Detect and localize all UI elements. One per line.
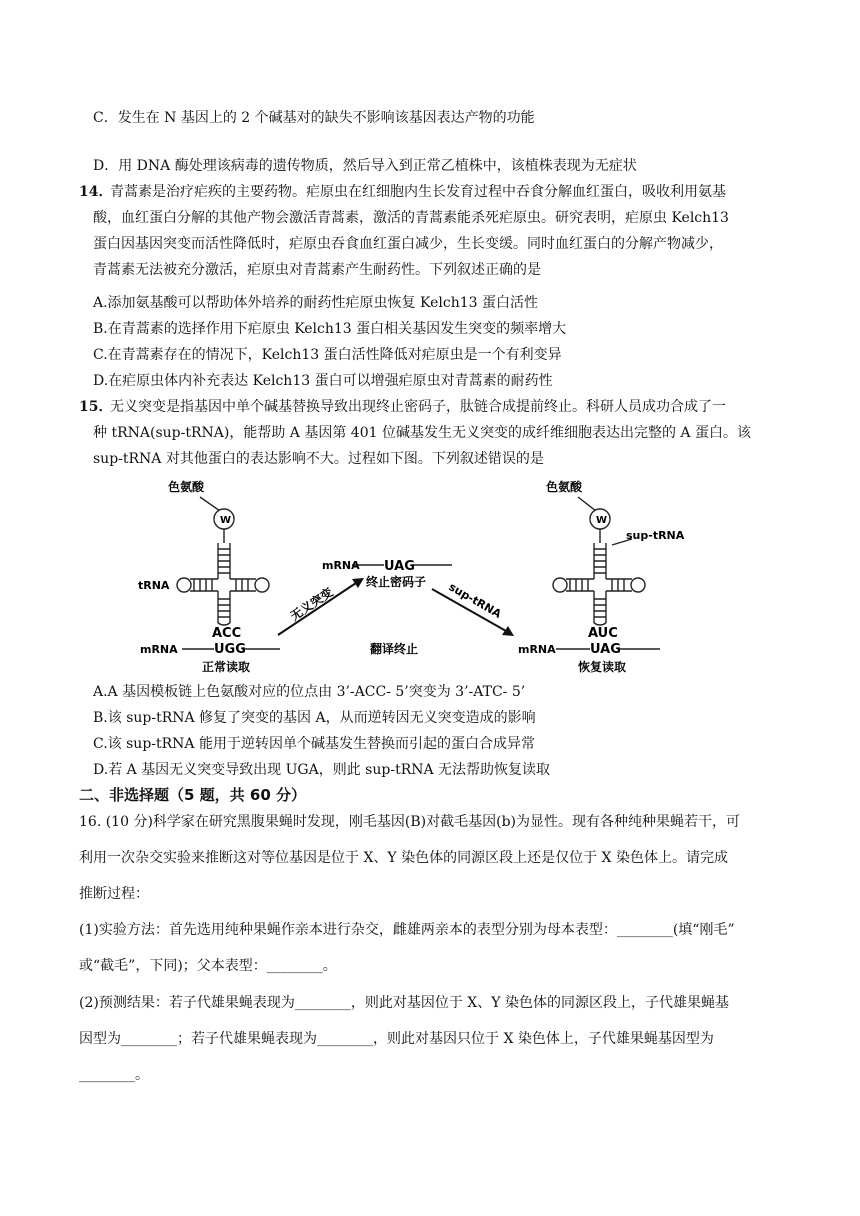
q16-line: 推断过程： xyxy=(79,886,149,902)
left-mrna-label: mRNA xyxy=(140,643,178,656)
q14-stem-line: 青蒿素无法被充分激活，疟原虫对青蒿素产生耐药性。下列叙述正确的是 xyxy=(93,262,541,278)
q14-option-a: A.添加氨基酸可以帮助体外培养的耐药性疟原虫恢复 Kelch13 蛋白活性 xyxy=(93,295,538,311)
q16-line: 16. (10 分)科学家在研究黑腹果蝇时发现，刚毛基因(B)对截毛基因(b)为显性。现有各种纯种果蝇若干，可 xyxy=(79,814,740,830)
q15-option-a: A.A 基因模板链上色氨酸对应的位点由 3’-ACC- 5’突变为 3’-ATC- 5’ xyxy=(93,684,526,700)
arrow2-label: sup-tRNA xyxy=(446,580,504,621)
arrow1-label: 无义突变 xyxy=(287,585,336,624)
q14-option-b: B.在青蒿素的选择作用下疟原虫 Kelch13 蛋白相关基因发生突变的频率增大 xyxy=(93,321,567,337)
q16-line: 因型为________；若子代雄果蝇表现为________，则此对基因只位于 X 染色体上，子代雄果蝇基因型为 xyxy=(79,1031,714,1047)
left-trna-label: tRNA xyxy=(138,579,170,592)
q15-stem-line: sup-tRNA 对其他蛋白的表达影响不大。过程如下图。下列叙述错误的是 xyxy=(93,451,544,467)
q15-option-b: B.该 sup-tRNA 修复了突变的基因 A，从而逆转因无义突变造成的影响 xyxy=(93,710,536,726)
q13-option-c: C．发生在 N 基因上的 2 个碱基对的缺失不影响该基因表达产物的功能 xyxy=(93,110,535,126)
q14-stem-line: 酸，血红蛋白分解的其他产物会激活青蒿素，激活的青蒿素能杀死疟原虫。研究表明，疟原虫 Kelch13 xyxy=(93,210,729,226)
left-caption: 正常读取 xyxy=(202,660,251,674)
left-w-label: W xyxy=(220,515,232,526)
middle-bottom-label: 翻译终止 xyxy=(370,642,419,656)
left-anticodon: ACC xyxy=(212,626,242,641)
q14-number: 14． xyxy=(79,184,113,200)
q15-option-c: C.该 sup-tRNA 能用于逆转因单个碱基发生替换而引起的蛋白合成异常 xyxy=(93,736,535,752)
right-w-label: W xyxy=(596,515,608,526)
q15-number: 15． xyxy=(79,399,113,415)
sup-trna-diagram xyxy=(120,475,720,675)
q15-stem-line: 种 tRNA(sup-tRNA)，能帮助 A 基因第 401 位碱基发生无义突变的成纤维细胞表达出完整的 A 蛋白。该 xyxy=(93,425,751,441)
left-codon: UGG xyxy=(214,642,246,657)
left-amino-acid-label: 色氨酸 xyxy=(168,480,205,494)
q16-line: (2)预测结果：若子代雄果蝇表现为________，则此对基因位于 X、Y 染色体的同源区段上，子代雄果蝇基 xyxy=(79,995,729,1011)
middle-codon: UAG xyxy=(384,559,415,574)
q16-line: (1)实验方法：首先选用纯种果蝇作亲本进行杂交，雌雄两亲本的表型分别为母本表型：________(填“刚毛” xyxy=(79,922,735,938)
q16-line: 或“截毛”，下同)；父本表型：________。 xyxy=(79,958,337,974)
middle-caption: 终止密码子 xyxy=(366,575,427,589)
q14-option-d: D.在疟原虫体内补充表达 Kelch13 蛋白可以增强疟原虫对青蒿素的耐药性 xyxy=(93,373,553,389)
section-heading: 二、非选择题（5 题，共 60 分） xyxy=(79,786,306,804)
q16-line: 利用一次杂交实验来推断这对等位基因是位于 X、Y 染色体的同源区段上还是仅位于 X 染色体上。请完成 xyxy=(79,850,728,866)
arrow-nonsense xyxy=(278,578,364,635)
right-amino-acid-label: 色氨酸 xyxy=(546,480,583,494)
right-sup-trna-label: sup-tRNA xyxy=(626,529,685,542)
right-anticodon: AUC xyxy=(588,626,618,641)
right-codon: UAG xyxy=(590,642,621,657)
middle-mrna-label: mRNA xyxy=(322,559,360,572)
q14-stem-line: 青蒿素是治疗疟疾的主要药物。疟原虫在红细胞内生长发育过程中吞食分解血红蛋白，吸收利用氨基 xyxy=(110,184,726,200)
q16-line: ________。 xyxy=(79,1067,149,1083)
right-mrna-label: mRNA xyxy=(518,643,556,656)
q14-option-c: C.在青蒿素存在的情况下，Kelch13 蛋白活性降低对疟原虫是一个有利变异 xyxy=(93,347,562,363)
right-caption: 恢复读取 xyxy=(578,660,627,674)
q13-option-d: D．用 DNA 酶处理该病毒的遗传物质，然后导入到正常乙植株中，该植株表现为无症状 xyxy=(93,158,637,174)
q15-option-d: D.若 A 基因无义突变导致出现 UGA，则此 sup-tRNA 无法帮助恢复读取 xyxy=(93,762,551,778)
q14-stem-line: 蛋白因基因突变而活性降低时，疟原虫吞食血红蛋白减少，生长变缓。同时血红蛋白的分解产物减少， xyxy=(93,236,723,252)
q15-stem-line: 无义突变是指基因中单个碱基替换导致出现终止密码子，肽链合成提前终止。科研人员成功合成了一 xyxy=(110,399,726,415)
